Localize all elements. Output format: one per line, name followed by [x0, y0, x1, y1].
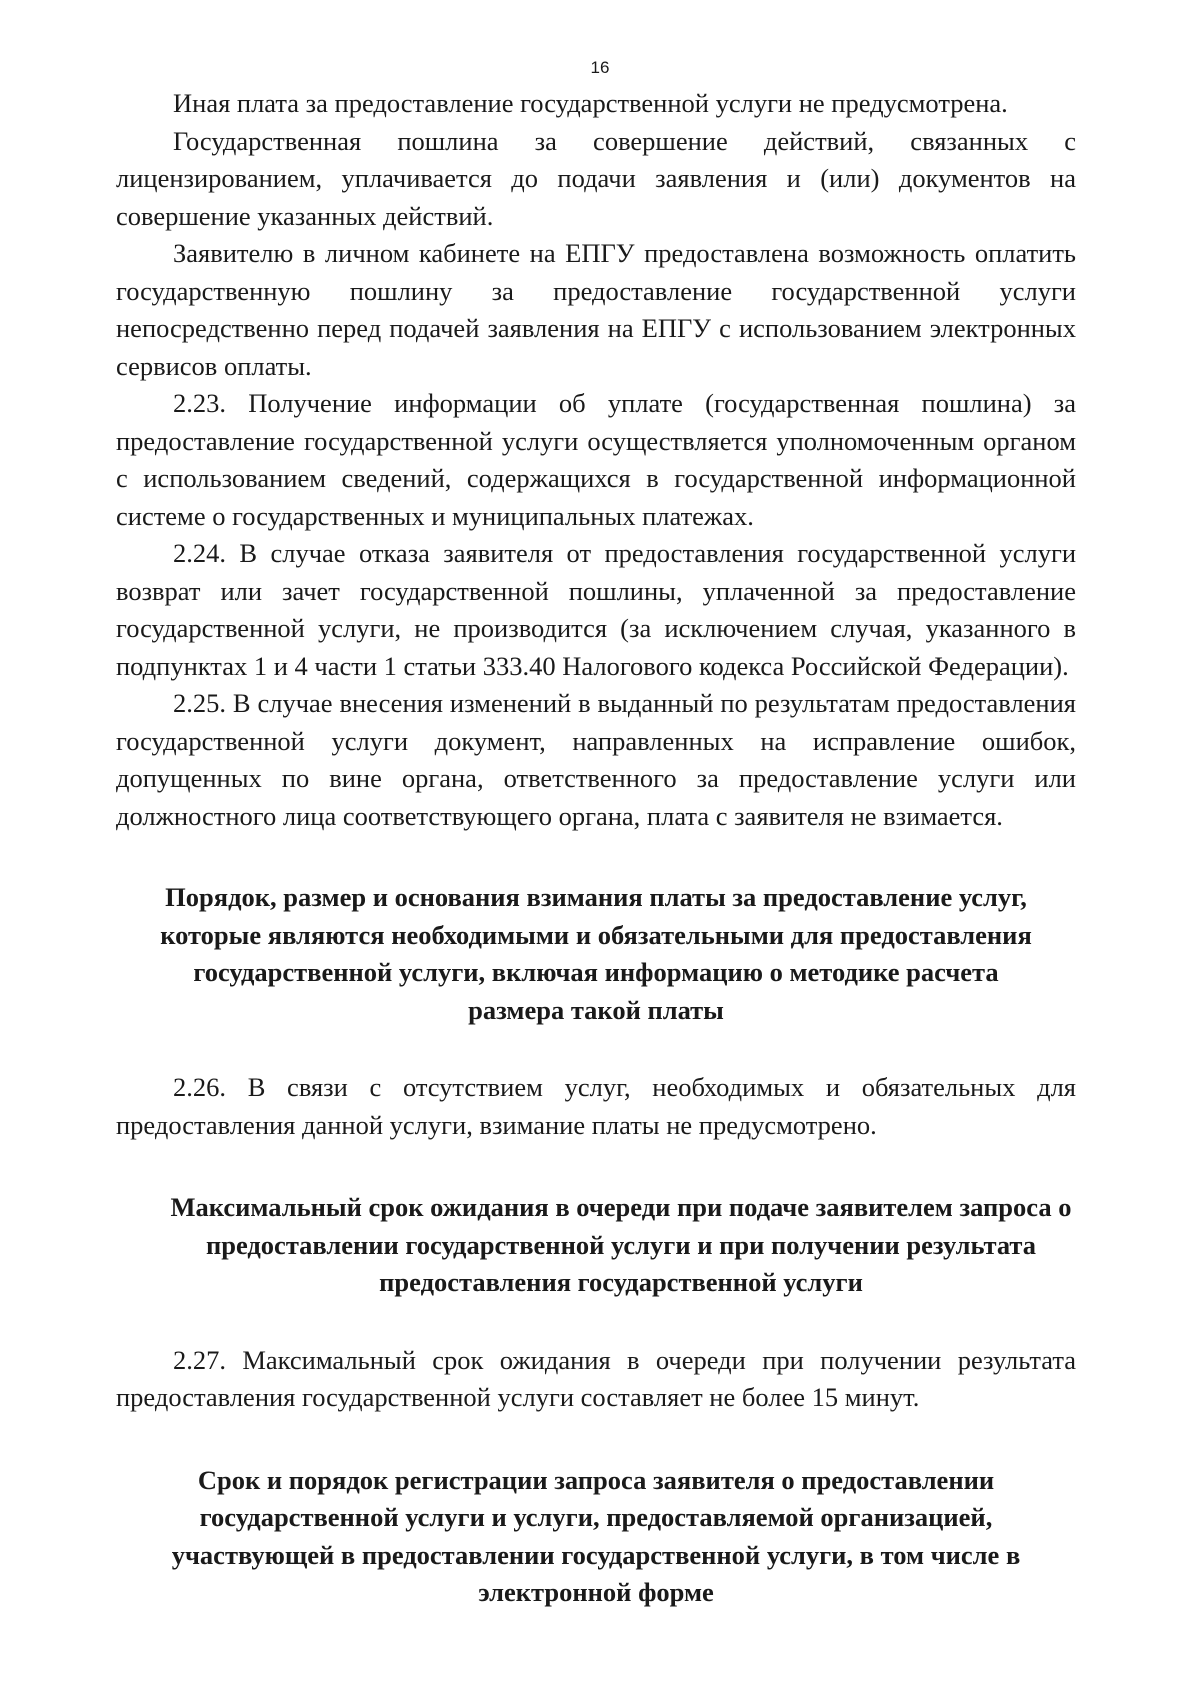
section-heading-queue-time: Максимальный срок ожидания в очереди при подаче заявителем запроса о предоставлении государственной услуги и при получении результата предоставления государственной услуги [170, 1192, 1072, 1297]
paragraph-2-26: 2.26. В связи с отсутствием услуг, необходимых и обязательных для предоставления данной услуги, взимание платы не предусмотрено. [116, 1072, 1076, 1140]
page-number: 16 [590, 58, 610, 77]
paragraph-other-fee: Иная плата за предоставление государственной услуги не предусмотрена. [173, 88, 1008, 118]
paragraph-2-23: 2.23. Получение информации об уплате (государственная пошлина) за предоставление государственной услуги осуществляется уполномоченным органом с использованием сведений, содержащихся в государственной информационной системе о государственных и муниципальных платежах. [116, 388, 1076, 531]
paragraph-2-27: 2.27. Максимальный срок ожидания в очереди при получении результата предоставления государственной услуги составляет не более 15 минут. [116, 1344, 1076, 1412]
paragraph-2-25: 2.25. В случае внесения изменений в выданный по результатам предоставления государственной услуги документ, направленных на исправление ошибок, допущенных по вине органа, ответственного за предоставление услуги или должностного лица соответствующего органа, плата с заявителя не взимается. [116, 688, 1076, 831]
paragraph-epgu-payment: Заявителю в личном кабинете на ЕПГУ предоставлена возможность оплатить государственную пошлину за предоставление государственной услуги непосредственно перед подачей заявления на ЕПГУ с использованием электронных сервисов оплаты. [116, 238, 1076, 381]
document-body [116, 85, 1076, 1612]
section-heading-registration: Срок и порядок регистрации запроса заявителя о предоставлении государственной услуги и услуги, предоставляемой организацией, участвующей в предоставлении государственной услуги, в том числе в электронной форме [171, 1464, 1021, 1607]
paragraph-state-duty: Государственная пошлина за совершение действий, связанных с лицензированием, уплачивается до подачи заявления и (или) документов на совершение указанных действий. [116, 125, 1076, 231]
section-heading-fees: Порядок, размер и основания взимания платы за предоставление услуг, которые являются необходимыми и обязательными для предоставления государственной услуги, включая информацию о методике расчета размера такой платы [160, 882, 1032, 1025]
paragraph-2-24: 2.24. В случае отказа заявителя от предоставления государственной услуги возврат или зачет государственной пошлины, уплаченной за предоставление государственной услуги, не производится (за исключением случая, указанного в подпунктах 1 и 4 части 1 статьи 333.40 Налогового кодекса Российской Федерации). [116, 538, 1076, 681]
